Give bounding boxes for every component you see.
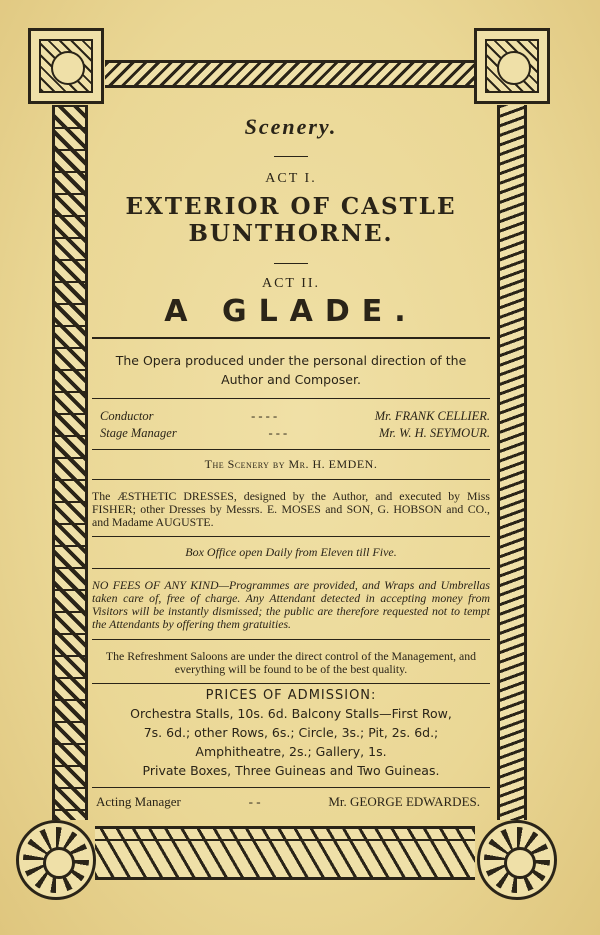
scenery-credit: The Scenery by Mr. H. EMDEN. <box>204 457 378 471</box>
price-line: Orchestra Stalls, 10s. 6d. Balcony Stalls—First Row, <box>130 706 452 721</box>
price-line: Amphitheatre, 2s.; Gallery, 1s. <box>195 744 387 759</box>
refreshment-note: The Refreshment Saloons are under the direct control of the Management, and everything will be found to be of the best quality. <box>105 649 477 676</box>
section-rule <box>92 639 490 640</box>
acting-manager-role: Acting Manager <box>96 794 181 809</box>
staff-dashes: - - - - <box>251 409 278 423</box>
direction-note <box>92 351 490 389</box>
prices-list <box>92 704 490 780</box>
staff-role: Conductor <box>100 409 154 423</box>
bird-icon <box>51 51 85 85</box>
act1-label: ACT I. <box>265 171 317 186</box>
corner-ornament-top-left <box>28 28 104 104</box>
direction-line-1: The Opera produced under the personal direction of the <box>115 353 467 368</box>
acting-manager-row <box>92 794 490 810</box>
corner-ornament-top-right <box>474 28 550 104</box>
dresses-note: The ÆSTHETIC DRESSES, designed by the Author, and executed by Miss FISHER; other Dresses by Messrs. E. MOSES and SON, G. HOBSON and CO., and Madame AUGUSTE. <box>92 489 490 529</box>
price-line: 7s. 6d.; other Rows, 6s.; Circle, 3s.; Pit, 2s. 6d.; <box>143 725 439 740</box>
section-rule <box>92 479 490 480</box>
bottom-border-band <box>95 826 475 880</box>
flower-ornament-bottom-left <box>16 820 96 900</box>
top-border-band <box>105 60 477 88</box>
act2-scene: A GLADE. <box>164 294 418 329</box>
section-rule <box>92 568 490 569</box>
bird-icon <box>497 51 531 85</box>
section-rule <box>92 398 490 399</box>
staff-row <box>100 426 490 441</box>
price-line: Private Boxes, Three Guineas and Two Guineas. <box>142 763 440 778</box>
box-office-note: Box Office open Daily from Eleven till Five. <box>185 545 397 559</box>
acting-manager-dashes: - - <box>248 794 261 809</box>
act2-label: ACT II. <box>261 276 321 291</box>
staff-row <box>100 409 490 424</box>
acting-manager-name: Mr. GEORGE EDWARDES. <box>328 794 480 809</box>
section-rule <box>92 536 490 537</box>
scenery-heading: Scenery. <box>244 114 338 139</box>
section-rule <box>92 683 490 684</box>
staff-name: Mr. W. H. SEYMOUR. <box>378 426 490 440</box>
flower-ornament-bottom-right <box>477 820 557 900</box>
staff-role: Stage Manager <box>100 426 177 440</box>
left-border-band <box>52 105 88 820</box>
staff-name: Mr. FRANK CELLIER. <box>374 409 490 423</box>
section-rule <box>92 449 490 450</box>
divider <box>274 263 308 264</box>
act1-scene: EXTERIOR OF CASTLE BUNTHORNE. <box>125 193 457 247</box>
prices-title: PRICES OF ADMISSION: <box>205 688 377 703</box>
programme-content <box>92 100 490 810</box>
staff-list <box>92 409 490 441</box>
section-rule <box>92 787 490 788</box>
divider <box>274 156 308 157</box>
staff-dashes: - - - <box>268 426 288 440</box>
section-rule <box>92 337 490 339</box>
right-border-band <box>497 105 527 820</box>
fees-note: NO FEES OF ANY KIND—Programmes are provided, and Wraps and Umbrellas taken care of, free of charge. Any Attendant detected in accepting money from Visitors will be instantly dismissed; the public are therefore requested not to tempt the Attendants by offering them gratuities. <box>92 578 490 631</box>
direction-line-2: Author and Composer. <box>221 372 361 387</box>
